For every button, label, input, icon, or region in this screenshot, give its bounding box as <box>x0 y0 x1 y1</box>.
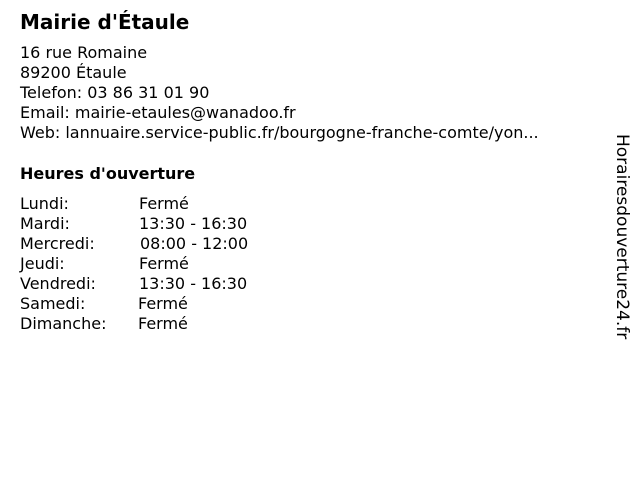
time-value: 08:00 - 12:00 <box>140 234 249 253</box>
time-value: Fermé <box>139 254 189 273</box>
time-value: Fermé <box>138 314 188 333</box>
time-value: 13:30 - 16:30 <box>139 214 248 233</box>
contact-block <box>20 43 539 143</box>
address-street: 16 rue Romaine <box>20 43 148 62</box>
day-label: Samedi: <box>20 294 86 313</box>
time-value: Fermé <box>139 194 189 213</box>
site-watermark: Horairesdouverture24.fr <box>612 134 632 340</box>
web-line: Web: lannuaire.service-public.fr/bourgogne-franche-comte/yon... <box>20 123 539 142</box>
day-label: Mardi: <box>20 214 70 233</box>
day-label: Jeudi: <box>20 254 65 273</box>
phone-line: Telefon: 03 86 31 01 90 <box>20 83 210 102</box>
address-city: 89200 Étaule <box>20 63 127 82</box>
day-label: Mercredi: <box>20 234 95 253</box>
day-label: Lundi: <box>20 194 69 213</box>
page-title: Mairie d'Étaule <box>20 10 190 34</box>
time-value: Fermé <box>138 294 188 313</box>
email-line: Email: mairie-etaules@wanadoo.fr <box>20 103 296 122</box>
day-label: Dimanche: <box>20 314 107 333</box>
day-label: Vendredi: <box>20 274 96 293</box>
time-value: 13:30 - 16:30 <box>139 274 248 293</box>
hours-heading: Heures d'ouverture <box>20 164 196 183</box>
